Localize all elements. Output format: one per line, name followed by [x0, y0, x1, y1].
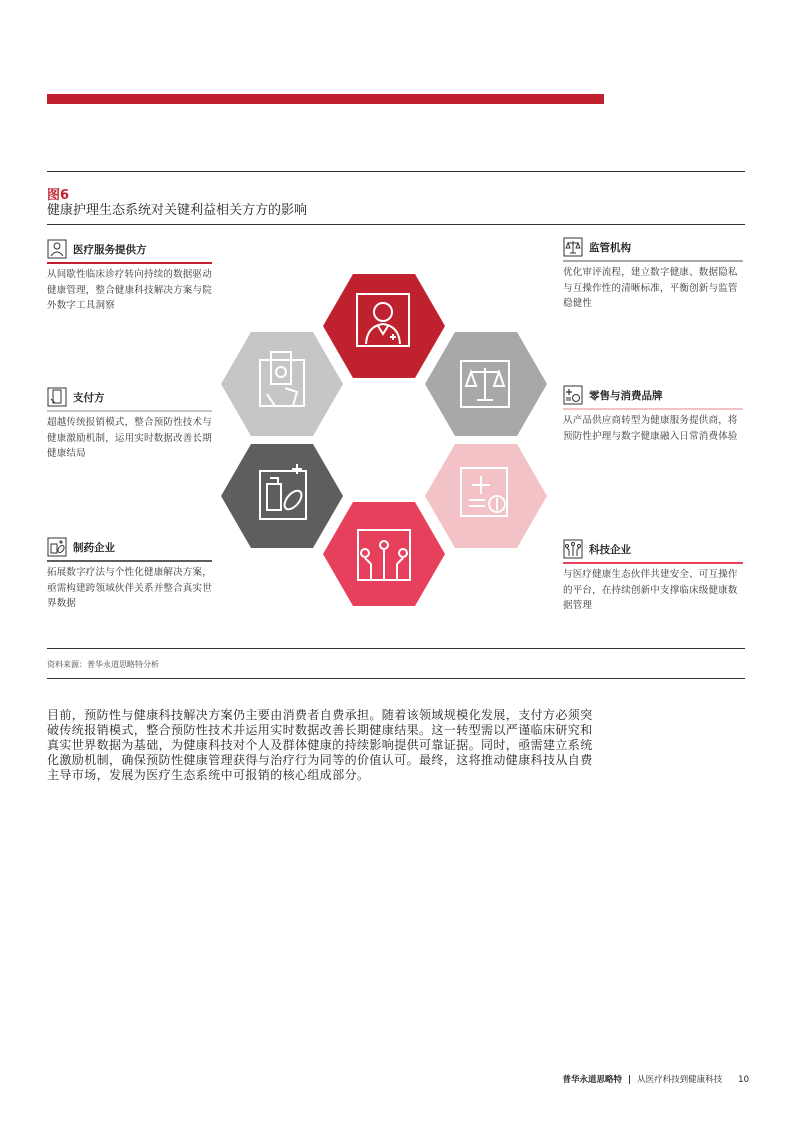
hex-pharma	[221, 444, 343, 548]
stakeholder-retail	[563, 385, 743, 444]
name-underline	[563, 562, 743, 564]
figure-bottom-rule	[47, 648, 745, 649]
figure-title-rule	[47, 224, 745, 225]
figure-top-rule	[47, 171, 745, 172]
source-rule	[47, 678, 745, 679]
stakeholder-regulator	[563, 237, 743, 312]
hex-regulator	[425, 332, 547, 436]
footer-separator: |	[628, 1075, 632, 1085]
stakeholder-desc: 超越传统报销模式，整合预防性技术与健康激励机制，运用实时数据改善长期健康结局	[47, 417, 212, 459]
name-underline	[563, 408, 743, 410]
stakeholder-name: 科技企业	[589, 543, 631, 556]
footer-brand: 普华永道思略特	[562, 1075, 623, 1085]
name-underline	[563, 260, 743, 262]
figure-source: 资料来源：普华永道思略特分析	[47, 660, 159, 669]
hex-tech	[323, 502, 445, 606]
page-number: 10	[738, 1075, 749, 1085]
hex-retail	[425, 444, 547, 548]
figure-label: 图6	[47, 188, 70, 203]
stakeholder-name: 监管机构	[589, 241, 631, 254]
doctor-icon	[47, 239, 67, 259]
stakeholder-desc: 从产品供应商转型为健康服务提供商，将预防性护理与数字健康融入日常消费体验	[563, 415, 738, 442]
stakeholder-name: 制药企业	[73, 541, 115, 554]
stakeholder-payer	[47, 387, 212, 462]
stakeholder-desc: 从间歇性临床诊疗转向持续的数据驱动健康管理，整合健康科技解决方案与院外数字工具洞察	[47, 269, 212, 311]
name-underline	[47, 410, 212, 412]
body-paragraph: 目前，预防性与健康科技解决方案仍主要由消费者自费承担。随着该领域规模化发展，支付方必须突破传统报销模式，整合预防性技术并运用实时数据改善长期健康结果。这一转型需以严谨临床研究和真实世界数据为基础，为健康科技对个人及群体健康的持续影响提供可靠证据。同时，亟需建立系统化激励机制，确保预防性健康管理获得与治疗行为同等的价值认可。最终，这将推动健康科技从自费主导市场，发展为医疗生态系统中可报销的核心组成部分。	[47, 708, 593, 782]
stakeholder-desc: 拓展数字疗法与个性化健康解决方案，亟需构建跨领域伙伴关系并整合真实世界数据	[47, 567, 212, 609]
top-accent-bar	[47, 94, 604, 104]
stakeholder-tech	[563, 539, 743, 614]
name-underline	[47, 560, 212, 562]
scale-icon	[563, 237, 583, 257]
stakeholder-desc: 与医疗健康生态伙伴共建安全、可互操作的平台，在持续创新中支撑临床级健康数据管理	[563, 569, 738, 611]
stakeholder-name: 零售与消费品牌	[589, 389, 663, 402]
footer-doc-title: 从医疗科技到健康科技	[637, 1075, 723, 1085]
stakeholder-name: 医疗服务提供方	[73, 243, 147, 256]
hex-payer	[221, 332, 343, 436]
hexagon-diagram	[215, 268, 555, 608]
circuit-icon	[563, 539, 583, 559]
name-underline	[47, 262, 212, 264]
stakeholder-pharma	[47, 537, 212, 612]
hex-provider	[323, 274, 445, 378]
health-wallet-icon	[563, 385, 583, 405]
medicine-icon	[47, 537, 67, 557]
stakeholder-desc: 优化审评流程，建立数字健康、数据隐私与互操作性的清晰标准，平衡创新与监管稳健性	[563, 267, 738, 309]
figure-title: 健康护理生态系统对关键利益相关方方的影响	[47, 203, 308, 218]
page-footer	[563, 1073, 749, 1085]
payment-icon	[47, 387, 67, 407]
stakeholder-provider	[47, 239, 212, 314]
stakeholder-name: 支付方	[73, 391, 105, 404]
